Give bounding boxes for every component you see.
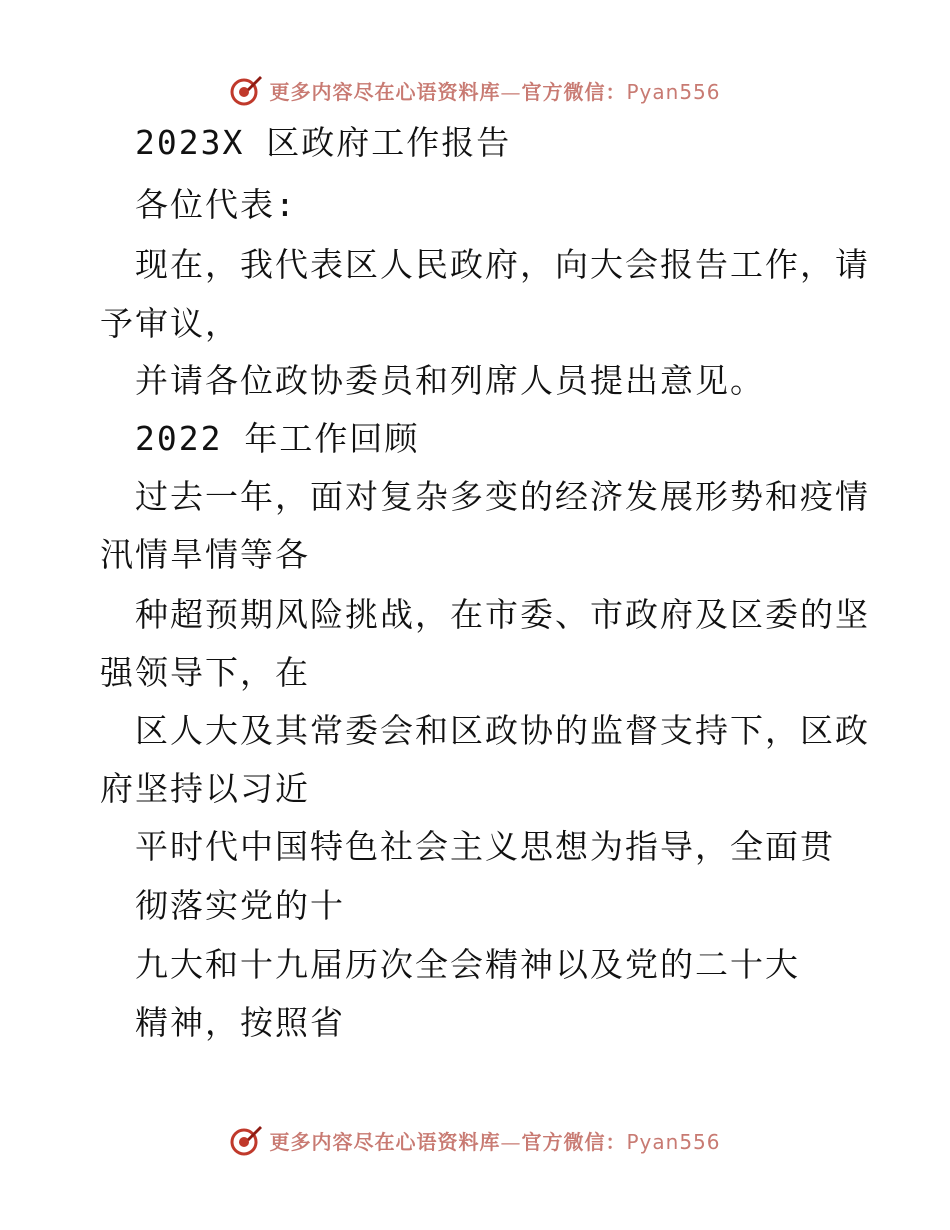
- body-line: 强领导下，在: [100, 653, 310, 692]
- report-title: 2023X 区政府工作报告: [135, 123, 512, 162]
- pen-logo-icon: [229, 73, 263, 107]
- section-heading: 2022 年工作回顾: [135, 419, 420, 458]
- body-line: 精神，按照省: [135, 1003, 345, 1042]
- pen-logo-icon: [229, 1123, 263, 1157]
- watermark-banner-top: [0, 70, 950, 110]
- body-line: 并请各位政协委员和列席人员提出意见。: [135, 361, 765, 400]
- body-line: 彻落实党的十: [135, 886, 345, 925]
- watermark-text: [269, 76, 720, 105]
- watermark-separator: —: [500, 1129, 522, 1154]
- watermark-handle: Pyan556: [626, 79, 721, 104]
- watermark-text: [269, 1126, 720, 1155]
- watermark-banner-bottom: [0, 1120, 950, 1160]
- body-line: 现在，我代表区人民政府，向大会报告工作，请: [135, 245, 870, 284]
- salutation: 各位代表:: [135, 185, 297, 224]
- watermark-account: 官方微信：: [521, 79, 627, 104]
- body-line: 汛情旱情等各: [100, 535, 310, 574]
- body-line: 种超预期风险挑战，在市委、市政府及区委的坚: [135, 595, 870, 634]
- body-line: 区人大及其常委会和区政协的监督支持下，区政: [135, 711, 870, 750]
- body-line: 予审议，: [100, 304, 240, 343]
- body-line: 过去一年，面对复杂多变的经济发展形势和疫情: [135, 477, 870, 516]
- watermark-separator: —: [500, 79, 522, 104]
- body-line: 九大和十九届历次全会精神以及党的二十大: [135, 945, 800, 984]
- body-line: 府坚持以习近: [100, 769, 310, 808]
- watermark-main: 更多内容尽在心语资料库: [269, 79, 501, 104]
- body-line: 平时代中国特色社会主义思想为指导，全面贯: [135, 827, 835, 866]
- watermark-account: 官方微信：: [521, 1129, 627, 1154]
- watermark-handle: Pyan556: [626, 1129, 721, 1154]
- watermark-main: 更多内容尽在心语资料库: [269, 1129, 501, 1154]
